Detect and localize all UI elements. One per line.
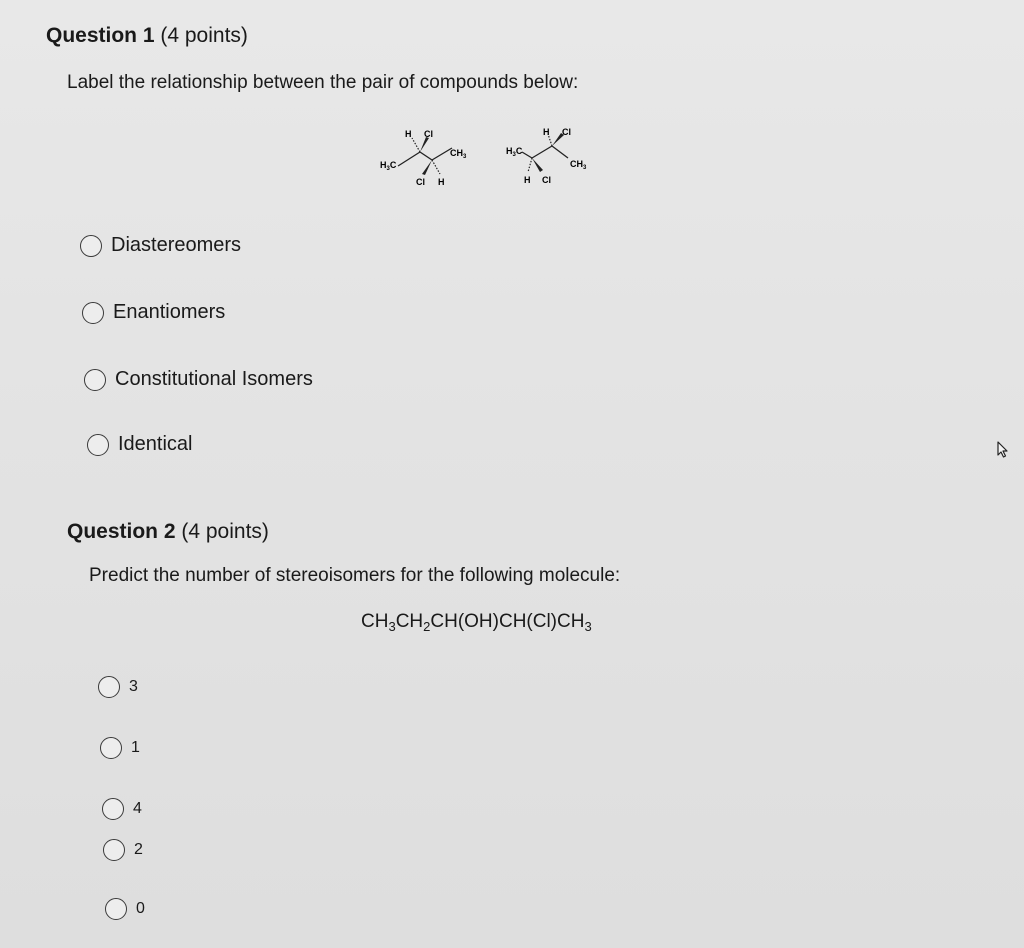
radio-button[interactable]	[84, 369, 106, 391]
question-1-header	[46, 24, 248, 48]
left-bottom-cl: Cl	[416, 177, 425, 187]
question-2-points: (4 points)	[181, 520, 269, 543]
radio-button[interactable]	[87, 434, 109, 456]
left-h3c: $H_3C$	[380, 160, 397, 172]
q1-option-label: Identical	[118, 433, 193, 455]
right-h3c: $H_3C$	[506, 146, 523, 158]
q2-option-0[interactable]	[105, 898, 145, 920]
q2-option-label: 4	[133, 800, 142, 817]
left-molecule	[380, 129, 467, 187]
radio-button[interactable]	[103, 839, 125, 861]
question-1-prompt: Label the relationship between the pair of compounds below:	[67, 72, 579, 93]
compounds-image	[372, 124, 612, 196]
right-molecule	[506, 127, 587, 185]
left-bottom-h: H	[438, 177, 445, 187]
question-1-points: (4 points)	[160, 24, 248, 47]
q2-option-label: 0	[136, 900, 145, 917]
radio-button[interactable]	[82, 302, 104, 324]
q1-option-enantiomers[interactable]	[82, 301, 225, 324]
q1-option-label: Enantiomers	[113, 301, 226, 323]
q2-option-2[interactable]	[103, 839, 143, 861]
question-2-prompt: Predict the number of stereoisomers for the following molecule:	[89, 565, 621, 586]
left-top-h: H	[405, 129, 412, 139]
radio-button[interactable]	[105, 898, 127, 920]
right-bottom-h: H	[524, 175, 531, 185]
right-ch3: $CH_3$	[570, 159, 587, 171]
right-top-cl: Cl	[562, 127, 571, 137]
q2-option-label: 3	[129, 678, 138, 695]
left-top-cl: Cl	[424, 129, 433, 139]
q2-option-3[interactable]	[98, 676, 138, 698]
molecule-formula	[361, 611, 592, 634]
question-1-number: Question 1	[46, 24, 155, 47]
radio-button[interactable]	[100, 737, 122, 759]
q1-option-constitutional-isomers[interactable]	[84, 368, 313, 391]
radio-button[interactable]	[80, 235, 102, 257]
q2-option-4[interactable]	[102, 798, 142, 820]
q2-option-label: 1	[131, 739, 140, 756]
q1-option-identical[interactable]	[87, 433, 193, 456]
q1-option-label: Diastereomers	[111, 234, 242, 256]
question-2-number: Question 2	[67, 520, 176, 543]
question-2-header	[67, 520, 269, 544]
q2-option-1[interactable]	[100, 737, 140, 759]
left-ch3: $CH_3$	[450, 148, 467, 160]
q2-option-label: 2	[134, 841, 143, 858]
right-top-h: H	[543, 127, 550, 137]
q1-option-label: Constitutional Isomers	[115, 368, 313, 390]
molecule-formula-text: $CH_3CH_2CH(OH)CH(Cl)CH_3$	[361, 611, 592, 634]
right-bottom-cl: Cl	[542, 175, 551, 185]
q1-option-diastereomers[interactable]	[80, 234, 241, 257]
mouse-cursor-icon	[996, 441, 1010, 459]
radio-button[interactable]	[102, 798, 124, 820]
radio-button[interactable]	[98, 676, 120, 698]
